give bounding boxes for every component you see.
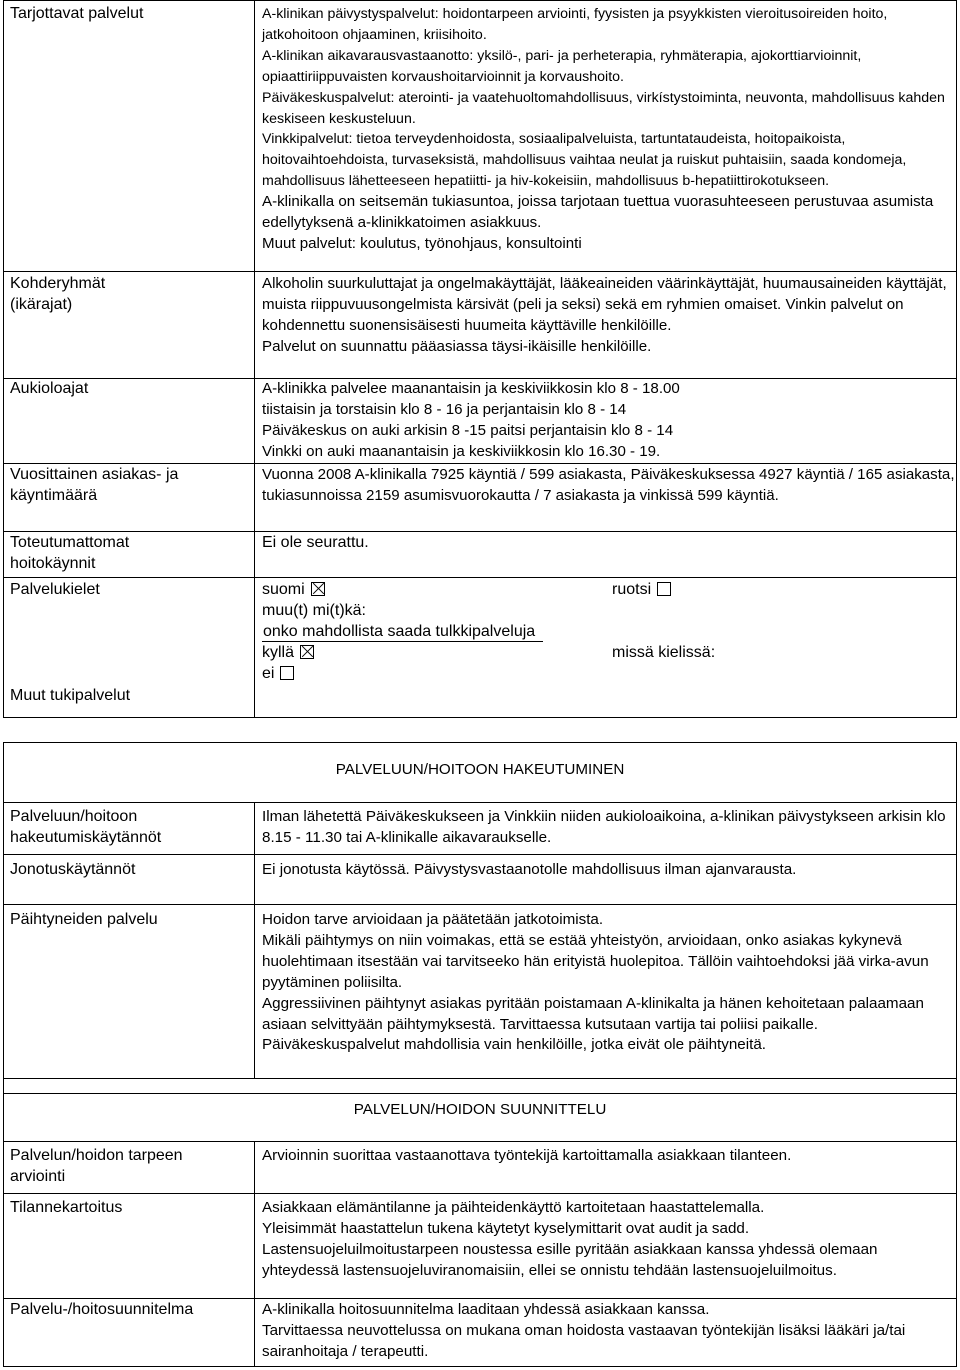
apply-practices-content [255,803,957,855]
queue-text: Ei jonotusta käytössä. Päivystysvastaanotolle mahdollisuus ilman ajanvarausta. [262,861,797,878]
intoxicated-content [255,905,957,1079]
which-languages-label: missä kielissä: [612,644,716,661]
opening-hours-row [4,379,957,464]
target-groups-age-text: Palvelut on suunnattu pääasiassa täysi-ikäisille henkilöille. [262,337,652,355]
service-info-table [3,0,957,718]
need-assessment-label [4,1142,255,1194]
apply-practices-text: Ilman lähetettä Päiväkeskukseen ja Vinkkiin niiden aukioloaikoina, a-klinikan päivystykseen arkisin klo 8.15 - 11.30 tai A-klinikalle aikavaraukselle. [262,808,946,846]
apply-practices-label-line: Palveluun/hoitoon [10,808,138,825]
interpreter-yes-row [262,642,956,663]
services-label [4,1,255,272]
care-plan-item: Tarvittaessa neuvottelussa on mukana oman hoidosta vastaavan työntekijän lisäksi lääkäri ja/tai sairanhoitaja / terapeutti. [262,1321,906,1360]
languages-content [255,578,957,718]
unrealized-visits-content [255,532,957,578]
service-item: A-klinikalla on seitsemän tukiasuntoa, joissa tarjotaan tuettua vuorasuhteeseen perustuvaa asumista edellytyksenä a-klinikkatoimen asiakkuus. [262,193,934,232]
care-plan-item: A-klinikalla hoitosuunnitelma laaditaan yhdessä asiakkaan kanssa. [262,1301,710,1318]
lang-swedish-group [612,579,671,600]
service-item: Päiväkeskuspalvelut: aterointi- ja vaatehuoltomahdollisuus, virkístystoiminta, neuvonta, mahdollisuus kahden keskiseen keskusteluun. [262,89,945,127]
need-assessment-row [4,1142,957,1194]
unrealized-visits-label-line: Toteutumattomat [10,534,130,551]
situation-mapping-item: Yleisimmät haastattelun tukena käytetyt kyselymittarit ovat audit ja sadd. [262,1219,750,1237]
service-item: A-klinikan päivystyspalvelut: hoidontarpeen arviointi, fyysisten ja psyykkisten vieroitusoireiden hoito, jatkohoitoon ohjaaminen, kriisihoito. [262,6,888,43]
annual-visits-label-line: Vuosittainen asiakas- ja [10,466,179,483]
plan-section-title: PALVELUN/HOIDON SUUNNITTELU [353,1101,607,1118]
situation-mapping-content [255,1194,957,1299]
hours-line: Vinkki on auki maanantaisin ja keskiviikkosin klo 16.30 - 19. [262,442,661,460]
situation-mapping-label [4,1194,255,1299]
opening-hours-label [4,379,255,464]
lang-other-label: muu(t) mi(t)kä: [262,602,366,619]
situation-mapping-row [4,1194,957,1299]
unrealized-visits-label [4,532,255,578]
services-row [4,1,957,272]
languages-row [4,578,957,718]
unrealized-visits-row [4,532,957,578]
target-groups-label [4,272,255,379]
hours-line: tiistaisin ja torstaisin klo 8 - 16 ja perjantaisin klo 8 - 14 [262,400,627,418]
languages-label: Palvelukielet [10,581,100,598]
intoxicated-label [4,905,255,1079]
care-plan-label-text: Palvelu-/hoitosuunnitelma [10,1301,194,1318]
queue-label [4,855,255,905]
intoxicated-item: Aggressiivinen päihtynyt asiakas pyritään poistamaan A-klinikalta ja hänen kehoitetaan palaamaan asiaan selvittyään päihtymyksestä. Tarvittaessa kutsutaan vartija tai poliisi paikalle. [262,994,924,1033]
lang-swedish-checkbox[interactable] [657,582,671,596]
language-row-finnish-swedish [262,579,956,600]
queue-label-text: Jonotuskäytännöt [10,861,136,878]
unrealized-visits-label-line: hoitokäynnit [10,554,96,572]
interpreter-question-row [262,621,956,642]
hours-line: Päiväkeskus on auki arkisin 8 -15 paitsi perjantaisin klo 8 - 14 [262,421,674,439]
service-item: A-klinikan aikavarausvastaanotto: yksilö-, pari- ja perheterapia, ryhmäterapia, ajokorttiarvioinnit, opiaattiriippuvaisten korvaushoitarvioinnit ja korvaushoito. [262,47,862,85]
apply-practices-row [4,803,957,855]
annual-visits-content [255,464,957,532]
opening-hours-content [255,379,957,464]
services-label-text: Tarjottavat palvelut [10,5,144,22]
intoxicated-row [4,905,957,1079]
care-plan-label [4,1299,255,1367]
language-row-other [262,600,956,621]
intoxicated-item: Mikäli päihtymys on niin voimakas, että se estää yhteistyön, arvioidaan, onko asiakas kykynevä huolehtimaan itsestään vai tarvitseeko hän erityistä huolepitoa. Tällöin vaihtoehdoksi jää virka-avun pyytäminen poliisilta. [262,931,929,991]
lang-swedish-label: ruotsi [612,581,652,598]
opening-hours-label-text: Aukioloajat [10,380,89,397]
care-plan-row [4,1299,957,1367]
interpreter-no-label: ei [262,665,275,682]
target-groups-label-line: (ikärajat) [10,295,73,313]
languages-label-cell [4,578,255,718]
need-assessment-label-line: arviointi [10,1167,66,1185]
interpreter-yes-checkbox[interactable] [300,645,314,659]
queue-content [255,855,957,905]
target-groups-text: Alkoholin suurkuluttajat ja ongelmakäyttäjät, lääkeaineiden väärinkäyttäjät, huumausaineiden käyttäjät, muista riippuvuusongelmista kärsivät (peli ja seksi) sekä em ryhmien omaiset. Vinkin palvelut on kohdennettu suonensisäisesti huumeita käyttäville henkilöille. [262,275,947,334]
annual-visits-text: Vuonna 2008 A-klinikalla 7925 käyntiä / 599 asiakasta, Päiväkeskuksessa 4927 käyntiä / 165 asiakasta, tukiasunnoissa 2159 asumisvuorokautta / 7 asiakasta ja vinkissä 599 käyntiä. [262,466,955,504]
lang-finnish-label: suomi [262,581,305,598]
interpreter-yes-label: kyllä [262,644,295,661]
queue-row [4,855,957,905]
service-item: Muut palvelut: koulutus, työnohjaus, konsultointi [262,234,582,252]
apply-section-title: PALVELUUN/HOITOON HAKEUTUMINEN [335,761,625,778]
care-plan-content [255,1299,957,1367]
situation-mapping-item: Asiakkaan elämäntilanne ja päihteidenkäyttö kartoitetaan haastattelemalla. [262,1199,765,1216]
apply-table [3,802,957,1079]
need-assessment-text: Arvioinnin suorittaa vastaanottava työntekijä kartoittamalla asiakkaan tilanteen. [262,1147,792,1164]
support-services-label: Muut tukipalvelut [10,687,131,704]
situation-mapping-item: Lastensuojeluilmoitustarpeen noustessa esille pyritään asiakkaan kanssa yhdessä olemaan yhteydessä lastensuojeluviranomaisiin, ellei se onnistu tehdään lastensuojeluilmoitus. [262,1240,878,1279]
services-content [255,1,957,272]
target-groups-content [255,272,957,379]
intoxicated-label-text: Päihtyneiden palvelu [10,911,158,928]
need-assessment-label-line: Palvelun/hoidon tarpeen [10,1147,183,1164]
lang-finnish-checkbox[interactable] [311,582,325,596]
apply-practices-label [4,803,255,855]
unrealized-visits-text: Ei ole seurattu. [262,534,369,551]
annual-visits-label [4,464,255,532]
target-groups-label-line: Kohderyhmät [10,275,106,292]
situation-mapping-label-text: Tilannekartoitus [10,1199,123,1216]
interpreter-no-checkbox[interactable] [280,666,294,680]
intoxicated-item: Hoidon tarve arvioidaan ja päätetään jatkotoimista. [262,911,604,928]
interpreter-no-row [262,663,956,684]
need-assessment-content [255,1142,957,1194]
target-groups-row [4,272,957,379]
apply-practices-label-line: hakeutumiskäytännöt [10,828,162,846]
hours-line: A-klinikka palvelee maanantaisin ja keskiviikkosin klo 8 - 18.00 [262,380,680,397]
intoxicated-item: Päiväkeskuspalvelut mahdollisia vain henkilöille, jotka eivät ole päihtyneitä. [262,1036,767,1054]
annual-visits-row [4,464,957,532]
interpreter-question: onko mahdollista saada tulkkipalveluja [262,622,543,642]
service-item: Vinkkipalvelut: tietoa terveydenhoidosta, sosiaalipalveluista, tartuntataudeista, hoitopaikoista, hoitovaihtoehdoista, turvaseksistä, mahdollisuus vaihtaa neulat ja ruiskut puhtaisiin, saada kondomeja, mahdollisuus lähetteeseen hepatiitti- ja hiv-kokeisiin, mahdollisuus b-hepatiittirokotukseen. [262,131,907,190]
plan-table [3,1141,957,1367]
annual-visits-label-line: käyntimäärä [10,486,98,504]
